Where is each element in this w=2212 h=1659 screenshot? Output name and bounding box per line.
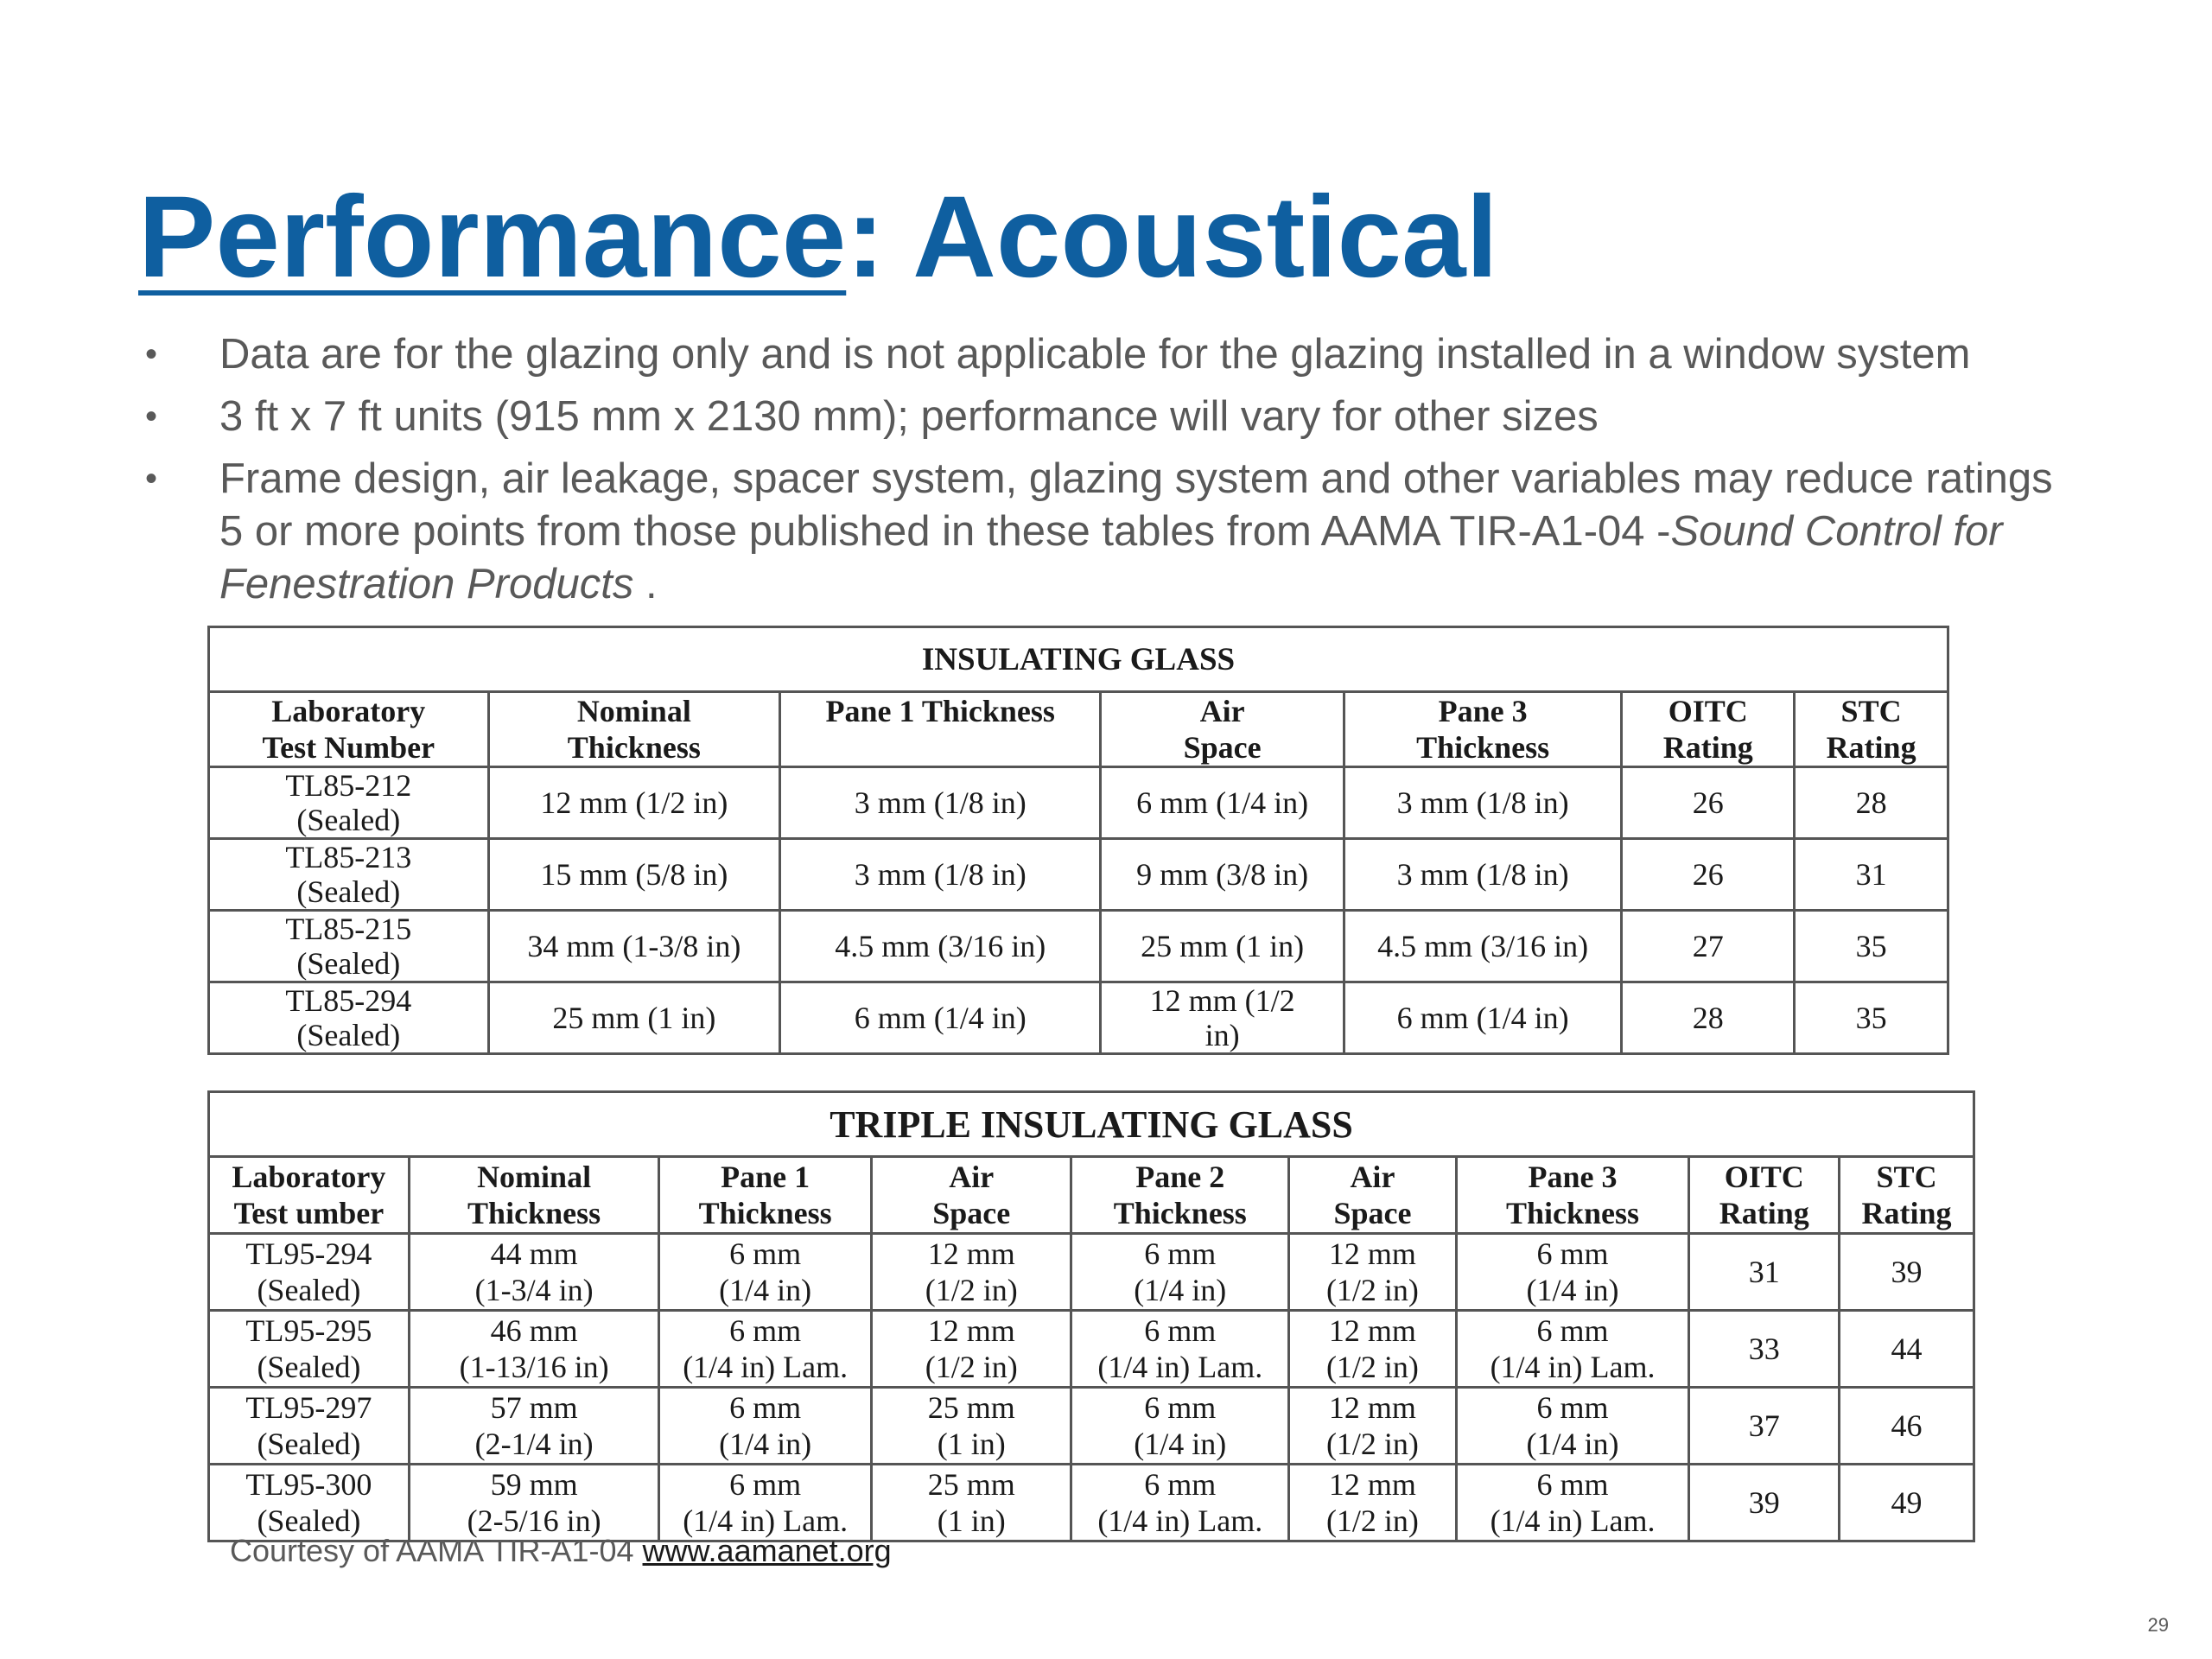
table-cell: 12 mm (1/2 in) [1289, 1465, 1457, 1541]
bullet-item [145, 453, 2081, 611]
column-header: Laboratory Test umber [209, 1157, 410, 1234]
table-cell: 4.5 mm (3/16 in) [780, 911, 1101, 982]
bullet-list [145, 328, 2081, 620]
column-header: Air Space [872, 1157, 1071, 1234]
table-cell: 6 mm (1/4 in) Lam. [659, 1311, 872, 1388]
test-number-cell: TL95-294 (Sealed) [209, 1234, 410, 1311]
table-cell: 25 mm (1 in) [488, 982, 779, 1054]
bullet-item [145, 391, 2081, 443]
title-part-2: : Acoustical [846, 173, 1498, 302]
table-caption: INSULATING GLASS [209, 627, 1948, 692]
table-cell: 25 mm (1 in) [872, 1388, 1071, 1465]
table-cell: 3 mm (1/8 in) [780, 839, 1101, 911]
stc-cell: 46 [1840, 1388, 1974, 1465]
table-cell: 9 mm (3/8 in) [1101, 839, 1344, 911]
bullet-dot-icon: • [145, 397, 158, 435]
test-number-cell: TL85-213 (Sealed) [209, 839, 489, 911]
table-cell: 25 mm (1 in) [1101, 911, 1344, 982]
column-header: STC Rating [1840, 1157, 1974, 1234]
column-header: Air Space [1289, 1157, 1457, 1234]
table-cell: 25 mm (1 in) [872, 1465, 1071, 1541]
stc-cell: 49 [1840, 1465, 1974, 1541]
bullet-italic-text: Sound Control for Fenestration Products [219, 508, 2003, 607]
table-cell: 44 mm (1-3/4 in) [409, 1234, 659, 1311]
bullet-text: Frame design, air leakage, spacer system, glazing system and other variables may reduce ratings 5 or more points from those published in these tables from AAMA TIR-A1-04 - [219, 455, 2053, 555]
bullet-dot-icon: • [145, 460, 158, 498]
table-cell: 6 mm (1/4 in) Lam. [1456, 1465, 1689, 1541]
table-row [209, 1311, 1974, 1388]
table-cell: 15 mm (5/8 in) [488, 839, 779, 911]
insulating-glass-table [207, 626, 1949, 1055]
table-row [209, 1234, 1974, 1311]
bullet-dot-icon: • [145, 335, 158, 373]
oitc-cell: 39 [1689, 1465, 1840, 1541]
column-header: Laboratory Test Number [209, 692, 489, 767]
oitc-cell: 31 [1689, 1234, 1840, 1311]
oitc-cell: 27 [1622, 911, 1795, 982]
table-cell: 6 mm (1/4 in) Lam. [659, 1465, 872, 1541]
column-header: OITC Rating [1689, 1157, 1840, 1234]
column-header: STC Rating [1795, 692, 1948, 767]
oitc-cell: 26 [1622, 767, 1795, 839]
bullet-text: Data are for the glazing only and is not applicable for the glazing installed in a window system [219, 331, 1971, 378]
column-header: Pane 1 Thickness [780, 692, 1101, 767]
stc-cell: 35 [1795, 982, 1948, 1054]
test-number-cell: TL85-215 (Sealed) [209, 911, 489, 982]
bullet-tail: . [633, 561, 658, 607]
stc-cell: 44 [1840, 1311, 1974, 1388]
table-row [209, 1388, 1974, 1465]
oitc-cell: 33 [1689, 1311, 1840, 1388]
table-cell: 12 mm (1/2 in) [872, 1311, 1071, 1388]
table-row [209, 767, 1948, 839]
column-header: Pane 1 Thickness [659, 1157, 872, 1234]
table-cell: 6 mm (1/4 in) [1071, 1234, 1289, 1311]
test-number-cell: TL95-300 (Sealed) [209, 1465, 410, 1541]
bullet-item [145, 328, 2081, 381]
column-header: OITC Rating [1622, 692, 1795, 767]
stc-cell: 31 [1795, 839, 1948, 911]
table-row [209, 1465, 1974, 1541]
test-number-cell: TL85-294 (Sealed) [209, 982, 489, 1054]
aamanet-link[interactable]: www.aamanet.org [642, 1533, 892, 1568]
source-credit [230, 1533, 892, 1569]
table-cell: 46 mm (1-13/16 in) [409, 1311, 659, 1388]
table-cell: 6 mm (1/4 in) [1071, 1388, 1289, 1465]
table-row [209, 982, 1948, 1054]
oitc-cell: 37 [1689, 1388, 1840, 1465]
table-cell: 4.5 mm (3/16 in) [1344, 911, 1622, 982]
test-number-cell: TL95-295 (Sealed) [209, 1311, 410, 1388]
table-cell: 59 mm (2-5/16 in) [409, 1465, 659, 1541]
table-cell: 6 mm (1/4 in) [659, 1234, 872, 1311]
column-header: Pane 3 Thickness [1456, 1157, 1689, 1234]
table-cell: 12 mm (1/2 in) [1101, 982, 1344, 1054]
table-caption: TRIPLE INSULATING GLASS [209, 1092, 1974, 1157]
table-cell: 3 mm (1/8 in) [1344, 839, 1622, 911]
table-cell: 6 mm (1/4 in) [659, 1388, 872, 1465]
title-part-1: Performance [138, 173, 847, 302]
oitc-cell: 26 [1622, 839, 1795, 911]
table-cell: 12 mm (1/2 in) [1289, 1311, 1457, 1388]
stc-cell: 35 [1795, 911, 1948, 982]
stc-cell: 39 [1840, 1234, 1974, 1311]
column-header: Nominal Thickness [488, 692, 779, 767]
table-cell: 12 mm (1/2 in) [1289, 1388, 1457, 1465]
table-cell: 6 mm (1/4 in) Lam. [1071, 1465, 1289, 1541]
table-row [209, 911, 1948, 982]
table-cell: 6 mm (1/4 in) [1456, 1388, 1689, 1465]
column-header: Pane 2 Thickness [1071, 1157, 1289, 1234]
table-cell: 6 mm (1/4 in) Lam. [1071, 1311, 1289, 1388]
table-cell: 6 mm (1/4 in) [1101, 767, 1344, 839]
table-cell: 6 mm (1/4 in) [1456, 1234, 1689, 1311]
page-number: 29 [2147, 1614, 2169, 1636]
bullet-text: 3 ft x 7 ft units (915 mm x 2130 mm); performance will vary for other sizes [219, 393, 1599, 440]
table-cell: 6 mm (1/4 in) Lam. [1456, 1311, 1689, 1388]
triple-insulating-glass-table [207, 1090, 1975, 1542]
table-cell: 6 mm (1/4 in) [1344, 982, 1622, 1054]
table-cell: 34 mm (1-3/8 in) [488, 911, 779, 982]
table-cell: 12 mm (1/2 in) [872, 1234, 1071, 1311]
table-cell: 6 mm (1/4 in) [780, 982, 1101, 1054]
test-number-cell: TL95-297 (Sealed) [209, 1388, 410, 1465]
table-row [209, 839, 1948, 911]
page-title [138, 173, 1498, 302]
column-header: Pane 3 Thickness [1344, 692, 1622, 767]
table-cell: 12 mm (1/2 in) [488, 767, 779, 839]
test-number-cell: TL85-212 (Sealed) [209, 767, 489, 839]
table-cell: 3 mm (1/8 in) [1344, 767, 1622, 839]
table-cell: 57 mm (2-1/4 in) [409, 1388, 659, 1465]
column-header: Air Space [1101, 692, 1344, 767]
table-cell: 3 mm (1/8 in) [780, 767, 1101, 839]
table-cell: 12 mm (1/2 in) [1289, 1234, 1457, 1311]
stc-cell: 28 [1795, 767, 1948, 839]
column-header: Nominal Thickness [409, 1157, 659, 1234]
oitc-cell: 28 [1622, 982, 1795, 1054]
source-credit-text: Courtesy of AAMA TIR-A1-04 [230, 1533, 643, 1568]
